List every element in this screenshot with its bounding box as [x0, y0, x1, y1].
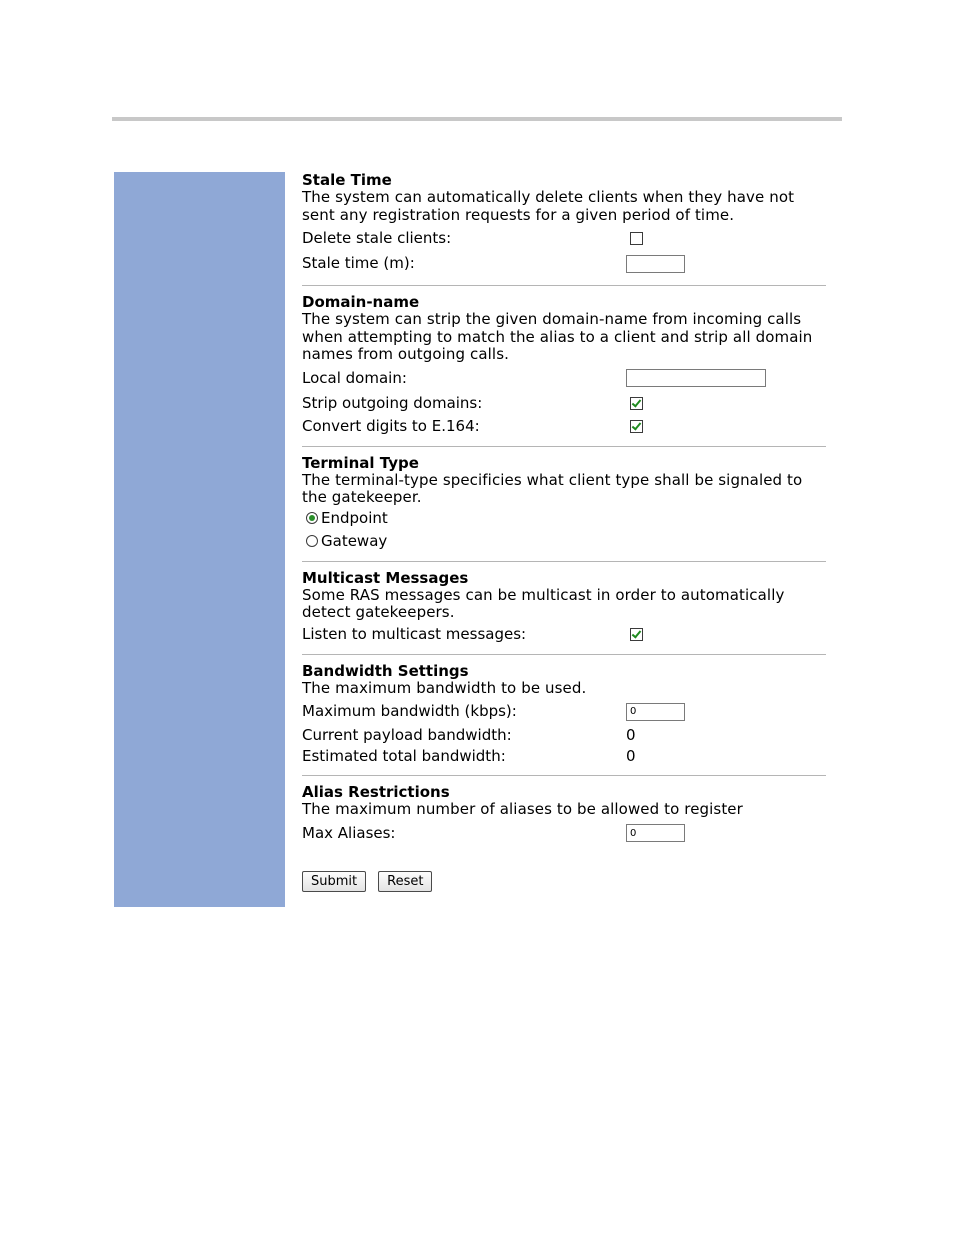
strip-domains-row [302, 392, 826, 415]
section-title: Domain-name [302, 293, 420, 311]
stale-time-row [302, 252, 826, 275]
payload-bandwidth-value: 0 [626, 726, 636, 744]
section-divider [302, 446, 826, 447]
convert-digits-row [302, 415, 826, 438]
endpoint-label: Endpoint [321, 508, 388, 527]
delete-stale-row [302, 227, 826, 250]
section-alias-restrictions [302, 784, 826, 845]
local-domain-input[interactable] [626, 369, 766, 387]
max-aliases-input[interactable] [626, 824, 685, 842]
strip-domains-checkbox[interactable] [630, 397, 643, 410]
header-rule [112, 117, 842, 121]
reset-button[interactable]: Reset [378, 871, 432, 892]
gateway-label: Gateway [321, 531, 388, 550]
max-bandwidth-row [302, 700, 826, 723]
delete-stale-label: Delete stale clients: [302, 229, 452, 247]
section-title: Alias Restrictions [302, 783, 450, 801]
total-bandwidth-row [302, 746, 826, 767]
total-bandwidth-value: 0 [626, 747, 636, 765]
endpoint-radio[interactable] [306, 512, 318, 524]
section-divider [302, 285, 826, 286]
payload-bandwidth-row [302, 724, 826, 746]
listen-multicast-row [302, 623, 826, 646]
settings-form [302, 172, 826, 892]
sidebar-panel [114, 172, 285, 907]
section-divider [302, 654, 826, 655]
section-divider [302, 561, 826, 562]
radio-option-endpoint[interactable] [302, 507, 826, 530]
section-description: The terminal-type specificies what client type shall be signaled to the gatekeeper. [302, 470, 803, 506]
section-description: The maximum number of aliases to be allowed to register [302, 800, 743, 818]
section-description: Some RAS messages can be multicast in order to automatically detect gatekeepers. [302, 585, 785, 621]
section-terminal-type [302, 455, 826, 562]
listen-multicast-checkbox[interactable] [630, 628, 643, 641]
stale-time-input[interactable] [626, 255, 685, 273]
section-title: Bandwidth Settings [302, 661, 469, 680]
max-aliases-label: Max Aliases: [302, 823, 396, 842]
form-actions [302, 871, 826, 892]
local-domain-label: Local domain: [302, 368, 407, 387]
section-divider [302, 775, 826, 776]
section-stale-time [302, 172, 826, 286]
section-title: Terminal Type [302, 453, 419, 472]
total-bandwidth-label: Estimated total bandwidth: [302, 747, 506, 765]
submit-button[interactable]: Submit [302, 871, 366, 892]
section-description: The maximum bandwidth to be used. [302, 678, 587, 697]
max-bandwidth-input[interactable] [626, 703, 685, 721]
section-bandwidth [302, 663, 826, 777]
section-description: The system can automatically delete clients when they have not sent any registration requests for a given period of time. [302, 188, 795, 224]
section-multicast [302, 570, 826, 655]
section-domain-name [302, 294, 826, 447]
max-bandwidth-label: Maximum bandwidth (kbps): [302, 702, 517, 720]
max-aliases-row [302, 822, 826, 845]
payload-bandwidth-label: Current payload bandwidth: [302, 726, 512, 744]
radio-option-gateway[interactable] [302, 530, 826, 553]
section-description: The system can strip the given domain-name from incoming calls when attempting to match the alias to a client and strip all domain names from outgoing calls. [302, 310, 813, 363]
gateway-radio[interactable] [306, 535, 318, 547]
delete-stale-checkbox[interactable] [630, 232, 643, 245]
strip-domains-label: Strip outgoing domains: [302, 393, 483, 412]
section-title: Multicast Messages [302, 568, 469, 587]
local-domain-row [302, 367, 826, 390]
section-title: Stale Time [302, 171, 392, 189]
stale-time-label: Stale time (m): [302, 254, 415, 272]
convert-digits-checkbox[interactable] [630, 420, 643, 433]
convert-digits-label: Convert digits to E.164: [302, 416, 480, 435]
listen-multicast-label: Listen to multicast messages: [302, 624, 527, 643]
